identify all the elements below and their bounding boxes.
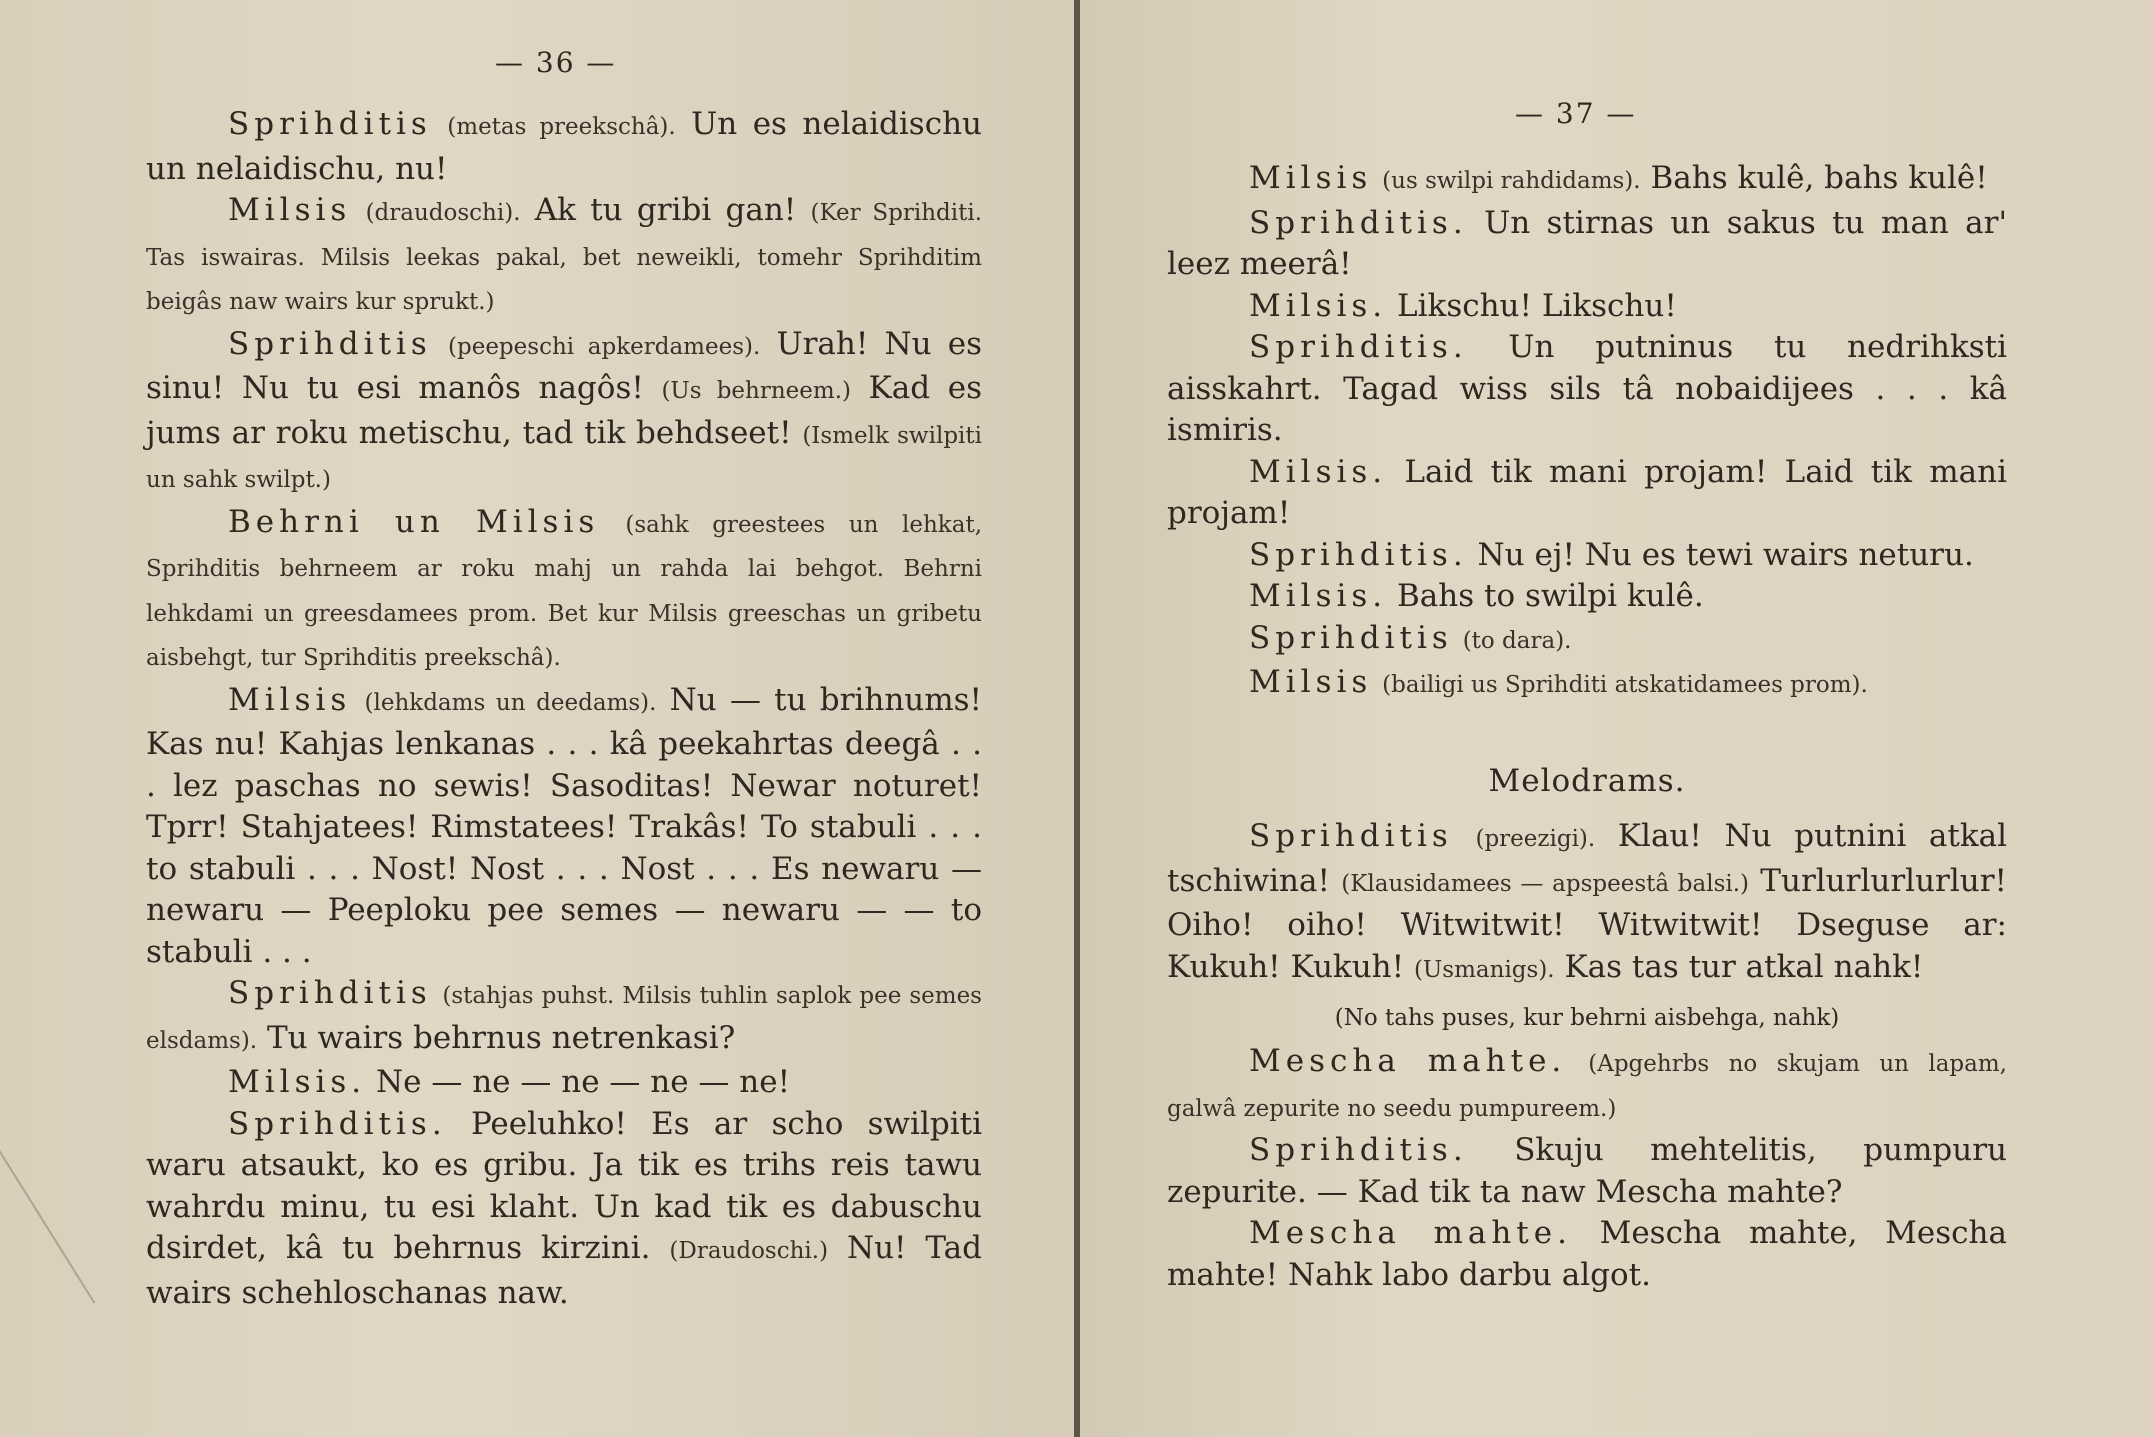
paragraph bbox=[1167, 816, 2007, 991]
stage-direction-centered: (No tahs puses, kur behrni aisbehga, nahk) bbox=[1334, 1005, 1840, 1031]
dialogue: Ne — ne — ne — ne — ne! bbox=[376, 1064, 791, 1100]
stage-direction: (peepeschi apkerdamees). bbox=[448, 333, 761, 360]
stage-direction: (bailigi us Sprihditi atskatidamees prom). bbox=[1382, 672, 1868, 698]
stage-direction: (sahk greestees un lehkat, Sprihditis behrneem ar roku mahj un rahda lai behgot. Behrni lehkdami un greesdamees prom. Bet kur Milsis greeschas un gribetu aisbehgt, tur Sprihditis preekschâ). bbox=[146, 511, 983, 671]
dialogue: Klau! Nu putnini atkal tschiwina! bbox=[1167, 818, 2007, 899]
stage-direction: (to dara). bbox=[1462, 627, 1572, 654]
speaker: Sprihditis. bbox=[228, 1105, 447, 1142]
dialogue: Peeluhko! Es ar scho swilpiti waru atsaukt, ko es gribu. Ja tik es trihs reis tawu wahrdu minu, tu esi klaht. Un kad tik es dabuschu dsirdet, kâ tu behrnus kirzini. bbox=[146, 1105, 983, 1266]
speaker: Behrni un Milsis bbox=[228, 503, 600, 540]
dialogue: Likschu! Likschu! bbox=[1397, 287, 1677, 324]
speaker: Sprihditis bbox=[228, 106, 432, 142]
stage-direction: (draudoschi). bbox=[365, 200, 521, 226]
dialogue: Un putninus tu nedrihksti aisskahrt. Tagad wiss sils tâ nobaidijees . . . kâ ismiris. bbox=[1167, 329, 2008, 448]
paragraph bbox=[1167, 576, 2007, 618]
speaker: Sprihditis bbox=[1249, 818, 1453, 854]
stage-direction: (Apgehrbs no skujam un lapam, galwâ zepurite no seedu pumpureem.) bbox=[1167, 1051, 2007, 1122]
stage-direction: (Usmanigs). bbox=[1413, 956, 1555, 983]
speaker: Mescha mahte. bbox=[1249, 1215, 1572, 1251]
dialogue: Ak tu gribi gan! bbox=[534, 192, 797, 228]
paragraph bbox=[146, 973, 982, 1062]
dialogue: Bahs to swilpi kulê. bbox=[1397, 578, 1704, 614]
stage-direction: (metas preekschâ). bbox=[447, 114, 676, 140]
paragraph bbox=[1167, 1041, 2007, 1130]
dialogue: Turlurlurlurlur! Oiho! oiho! Witwitwit! Witwitwit! Dseguse ar: Kukuh! Kukuh! bbox=[1167, 862, 2008, 985]
paragraph bbox=[146, 502, 982, 680]
page-number: — 36 — bbox=[495, 46, 617, 79]
speaker: Sprihditis bbox=[228, 325, 432, 362]
paragraph bbox=[1167, 286, 2007, 328]
stage-direction: (Draudoschi.) bbox=[669, 1238, 829, 1264]
paper-crease bbox=[0, 1150, 95, 1304]
speaker: Milsis bbox=[1249, 160, 1373, 196]
paragraph bbox=[146, 324, 982, 502]
left-page bbox=[0, 0, 1074, 1437]
stage-direction: (stahjas puhst. Milsis tuhlin saplok pee semes elsdams). bbox=[146, 983, 982, 1054]
dialogue: Urah! Nu es sinu! Nu tu esi manôs nagôs! bbox=[146, 325, 983, 406]
dialogue: Kad es jums ar roku metischu, tad tik behdseet! bbox=[146, 370, 982, 451]
speaker: Milsis bbox=[228, 192, 352, 228]
dialogue: Mescha mahte, Mescha mahte! Nahk labo darbu algot. bbox=[1167, 1215, 2007, 1293]
stage-direction: (preezigi). bbox=[1475, 826, 1596, 852]
right-page bbox=[1080, 0, 2154, 1437]
dialogue: Un stirnas un sakus tu man ar' leez meerâ! bbox=[1167, 204, 2007, 282]
speaker: Sprihditis. bbox=[1249, 1132, 1468, 1168]
paragraph bbox=[1167, 327, 2007, 452]
speaker: Sprihditis bbox=[1249, 619, 1453, 656]
paragraph bbox=[1167, 203, 2007, 286]
speaker: Milsis. bbox=[1249, 287, 1388, 324]
section-heading: Melodrams. bbox=[1488, 762, 1686, 799]
paragraph bbox=[1167, 618, 2007, 663]
paragraph bbox=[146, 1062, 982, 1104]
paragraph bbox=[146, 190, 982, 324]
paragraph bbox=[1167, 662, 2007, 707]
paragraph bbox=[146, 680, 982, 974]
speaker: Sprihditis. bbox=[1249, 204, 1468, 241]
paragraph bbox=[1167, 535, 2007, 577]
paragraph bbox=[1167, 158, 2007, 203]
dialogue: Bahs kulê, bahs kulê! bbox=[1650, 160, 1988, 196]
speaker: Milsis bbox=[1249, 664, 1373, 700]
dialogue: Nu ej! Nu es tewi wairs neturu. bbox=[1477, 536, 1974, 573]
dialogue: Laid tik mani projam! Laid tik mani projam! bbox=[1167, 453, 2007, 531]
dialogue: Kas tas tur atkal nahk! bbox=[1564, 948, 1924, 985]
paragraph bbox=[146, 104, 982, 190]
dialogue: Skuju mehtelitis, pumpuru zepurite. — Kad tik ta naw Mescha mahte? bbox=[1167, 1132, 2008, 1210]
stage-direction: (Ismelk swilpiti un sahk swilpt.) bbox=[146, 422, 982, 493]
speaker: Mescha mahte. bbox=[1249, 1043, 1567, 1079]
speaker: Milsis. bbox=[228, 1064, 367, 1100]
dialogue: Un es nelaidischu un nelaidischu, nu! bbox=[146, 106, 982, 187]
dialogue: Tu wairs behrnus netrenkasi? bbox=[266, 1019, 736, 1056]
paragraph bbox=[1167, 1130, 2007, 1213]
page-text bbox=[146, 104, 982, 1314]
speaker: Sprihditis bbox=[228, 975, 432, 1011]
paragraph bbox=[1167, 452, 2007, 535]
dialogue: Nu — tu brihnums! Kas nu! Kahjas lenkanas . . . kâ peekahrtas deegâ . . . lez paschas no sewis! Sasoditas! Newar noturet! Tprr! Stahjatees! Rimstatees! Trakâs! To stabuli . . . to stabuli . . . Nost! Nost . . . Nost . . . Es newaru — newaru — Peeploku pee semes — newaru — — to stabuli . . . bbox=[146, 681, 983, 970]
stage-direction: (Ker Sprihditi. Tas iswairas. Milsis leekas pakal, bet neweikli, tomehr Sprihditim beigâs naw wairs kur sprukt.) bbox=[146, 200, 983, 315]
stage-direction: (lehkdams un deedams). bbox=[364, 689, 657, 716]
paragraph bbox=[1167, 1213, 2007, 1296]
stage-direction: (Us behrneem.) bbox=[661, 378, 851, 404]
dialogue: Nu! Tad wairs schehloschanas naw. bbox=[146, 1230, 982, 1311]
paragraph bbox=[146, 1104, 982, 1315]
speaker: Milsis bbox=[228, 681, 352, 718]
speaker: Sprihditis. bbox=[1249, 536, 1468, 573]
page-number: — 37 — bbox=[1515, 97, 1637, 130]
speaker: Sprihditis. bbox=[1249, 329, 1468, 365]
speaker: Milsis. bbox=[1249, 453, 1388, 490]
stage-direction: (us swilpi rahdidams). bbox=[1382, 168, 1641, 194]
stage-direction: (Klausidamees — apspeestâ balsi.) bbox=[1341, 870, 1750, 897]
page-text bbox=[1167, 158, 2007, 1296]
speaker: Milsis. bbox=[1249, 578, 1388, 614]
